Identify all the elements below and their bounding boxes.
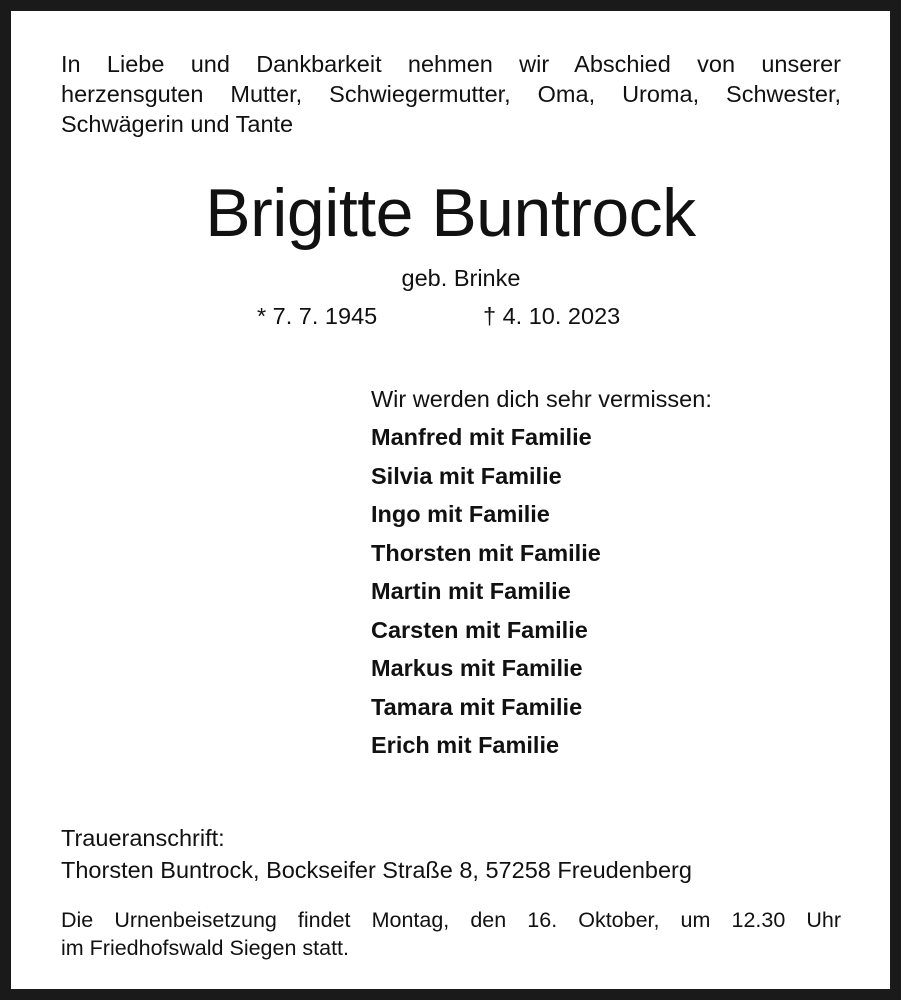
mourner-item: Martin mit Familie [371,578,571,604]
intro-text [61,49,841,139]
mourner-item: Manfred mit Familie [371,424,592,450]
mourners-block [371,380,831,765]
intro-line: Schwägerin und Tante [61,111,294,137]
maiden-name: geb. Brinke [401,265,521,291]
intro-line: herzensguten Mutter, Schwiegermutter, Oma, Uroma, Schwester, [61,81,841,107]
mourners-intro: Wir werden dich sehr vermissen: [371,386,712,412]
mourner-item: Carsten mit Familie [371,616,588,643]
mourning-address [61,822,861,886]
address-label: Traueranschrift: [61,825,225,851]
mourner-item: Markus mit Familie [371,655,583,681]
mourner-item: Silvia mit Familie [371,462,562,489]
birth-date: * 7. 7. 1945 [257,303,378,329]
ceremony-info [61,906,841,962]
mourner-item: Erich mit Familie [371,732,560,758]
ceremony-line: Die Urnenbeisetzung findet Montag, den 16. Oktober, um 12.30 Uhr [61,908,841,932]
deceased-name: Brigitte Buntrock [205,175,696,251]
mourner-item: Tamara mit Familie [371,693,583,720]
address-value: Thorsten Buntrock, Bockseifer Straße 8, 57258 Freudenberg [61,857,692,883]
ceremony-line: im Friedhofswald Siegen statt. [61,936,349,960]
mourners-list [371,418,831,765]
death-date: † 4. 10. 2023 [483,303,621,329]
mourner-item: Thorsten mit Familie [371,539,601,566]
mourner-item: Ingo mit Familie [371,501,550,527]
intro-line: In Liebe und Dankbarkeit nehmen wir Abschied von unserer [61,51,841,77]
